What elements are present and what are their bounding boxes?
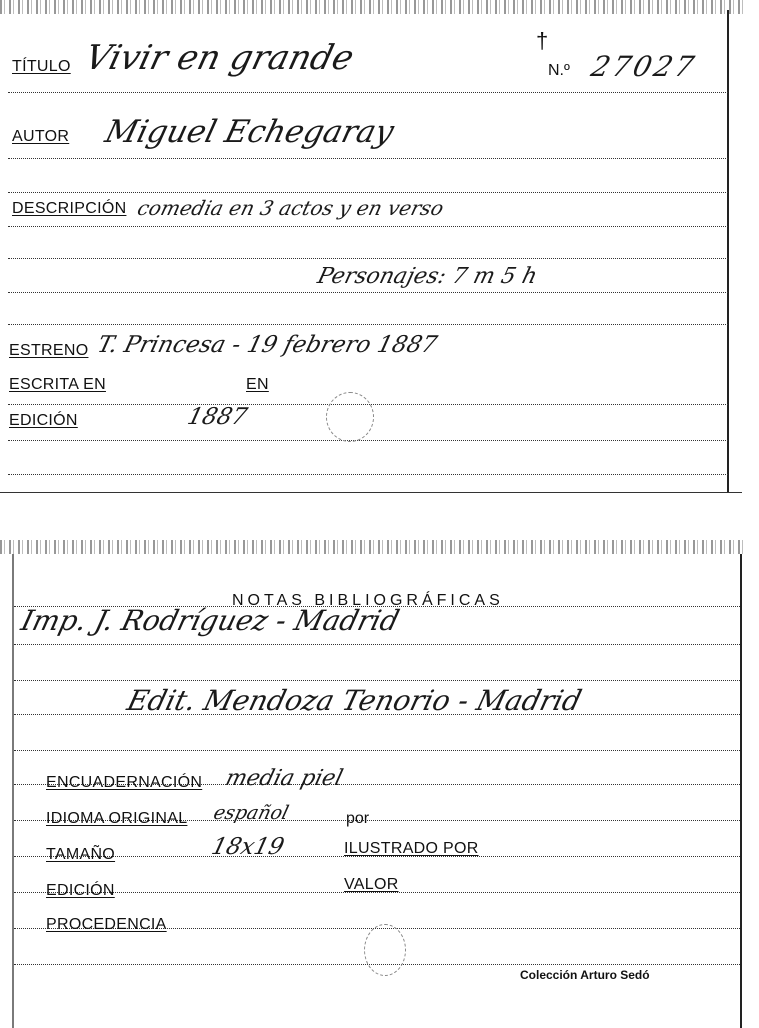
autor-label: AUTOR — [12, 128, 70, 145]
notas-title: NOTAS BIBLIOGRÁFICAS — [232, 592, 504, 609]
card-right-edge — [740, 554, 742, 1028]
escrita-en-label: ESCRITA EN — [9, 376, 106, 393]
ruled-line — [8, 92, 728, 93]
catalog-card-front — [0, 0, 744, 492]
numero-label: N.º — [548, 62, 570, 79]
encuadernacion-value: media piel — [222, 766, 346, 791]
torn-edge — [0, 0, 744, 14]
valor-label: VALOR — [344, 876, 399, 893]
ruled-line — [8, 258, 728, 259]
ruled-line — [8, 192, 728, 193]
card-right-edge — [727, 10, 729, 492]
ruled-line — [8, 226, 728, 227]
cross-mark: † — [536, 28, 549, 53]
idioma-value: español — [211, 802, 291, 824]
edicion-value: 1887 — [184, 404, 250, 430]
torn-edge — [0, 540, 744, 554]
nota-line-1: Imp. J. Rodríguez - Madrid — [17, 604, 403, 637]
titulo-value: Vivir en grande — [81, 38, 358, 78]
edicion-label: EDICIÓN — [46, 882, 115, 899]
descripcion-label: DESCRIPCIÓN — [12, 200, 127, 217]
numero-value: 27027 — [587, 50, 701, 83]
coleccion-footer: Colección Arturo Sedó — [520, 968, 650, 982]
ruled-line — [14, 644, 740, 645]
estreno-label: ESTRENO — [9, 342, 89, 359]
card-separator — [0, 492, 742, 493]
punch-hole-mark — [326, 392, 374, 442]
idioma-label: IDIOMA ORIGINAL — [46, 810, 188, 827]
punch-hole-mark — [364, 924, 406, 976]
autor-value: Miguel Echegaray — [101, 114, 398, 150]
tamano-label: TAMAÑO — [46, 846, 116, 863]
en-label: EN — [246, 376, 269, 393]
ruled-line — [8, 324, 728, 325]
ruled-line — [8, 440, 728, 441]
estreno-value: T. Princesa - 19 febrero 1887 — [94, 332, 440, 358]
edicion-label: EDICIÓN — [9, 412, 78, 429]
titulo-label: TÍTULO — [12, 58, 71, 75]
ruled-line — [8, 292, 728, 293]
ruled-line — [8, 474, 728, 475]
ruled-line — [8, 158, 728, 159]
personajes-value: Personajes: 7 m 5 h — [314, 264, 540, 289]
procedencia-label: PROCEDENCIA — [46, 916, 167, 933]
ruled-line — [14, 750, 740, 751]
ruled-line — [14, 680, 740, 681]
descripcion-value: comedia en 3 actos y en verso — [135, 196, 447, 220]
ilustrado-label: ILUSTRADO POR — [344, 840, 479, 857]
tamano-value: 18x19 — [208, 834, 287, 860]
catalog-card-back — [0, 540, 744, 1028]
card-left-edge — [12, 554, 14, 1028]
por-label: por — [346, 810, 370, 827]
encuadernacion-label: ENCUADERNACIÓN — [46, 774, 203, 791]
nota-line-2: Edit. Mendoza Tenorio - Madrid — [123, 684, 585, 717]
